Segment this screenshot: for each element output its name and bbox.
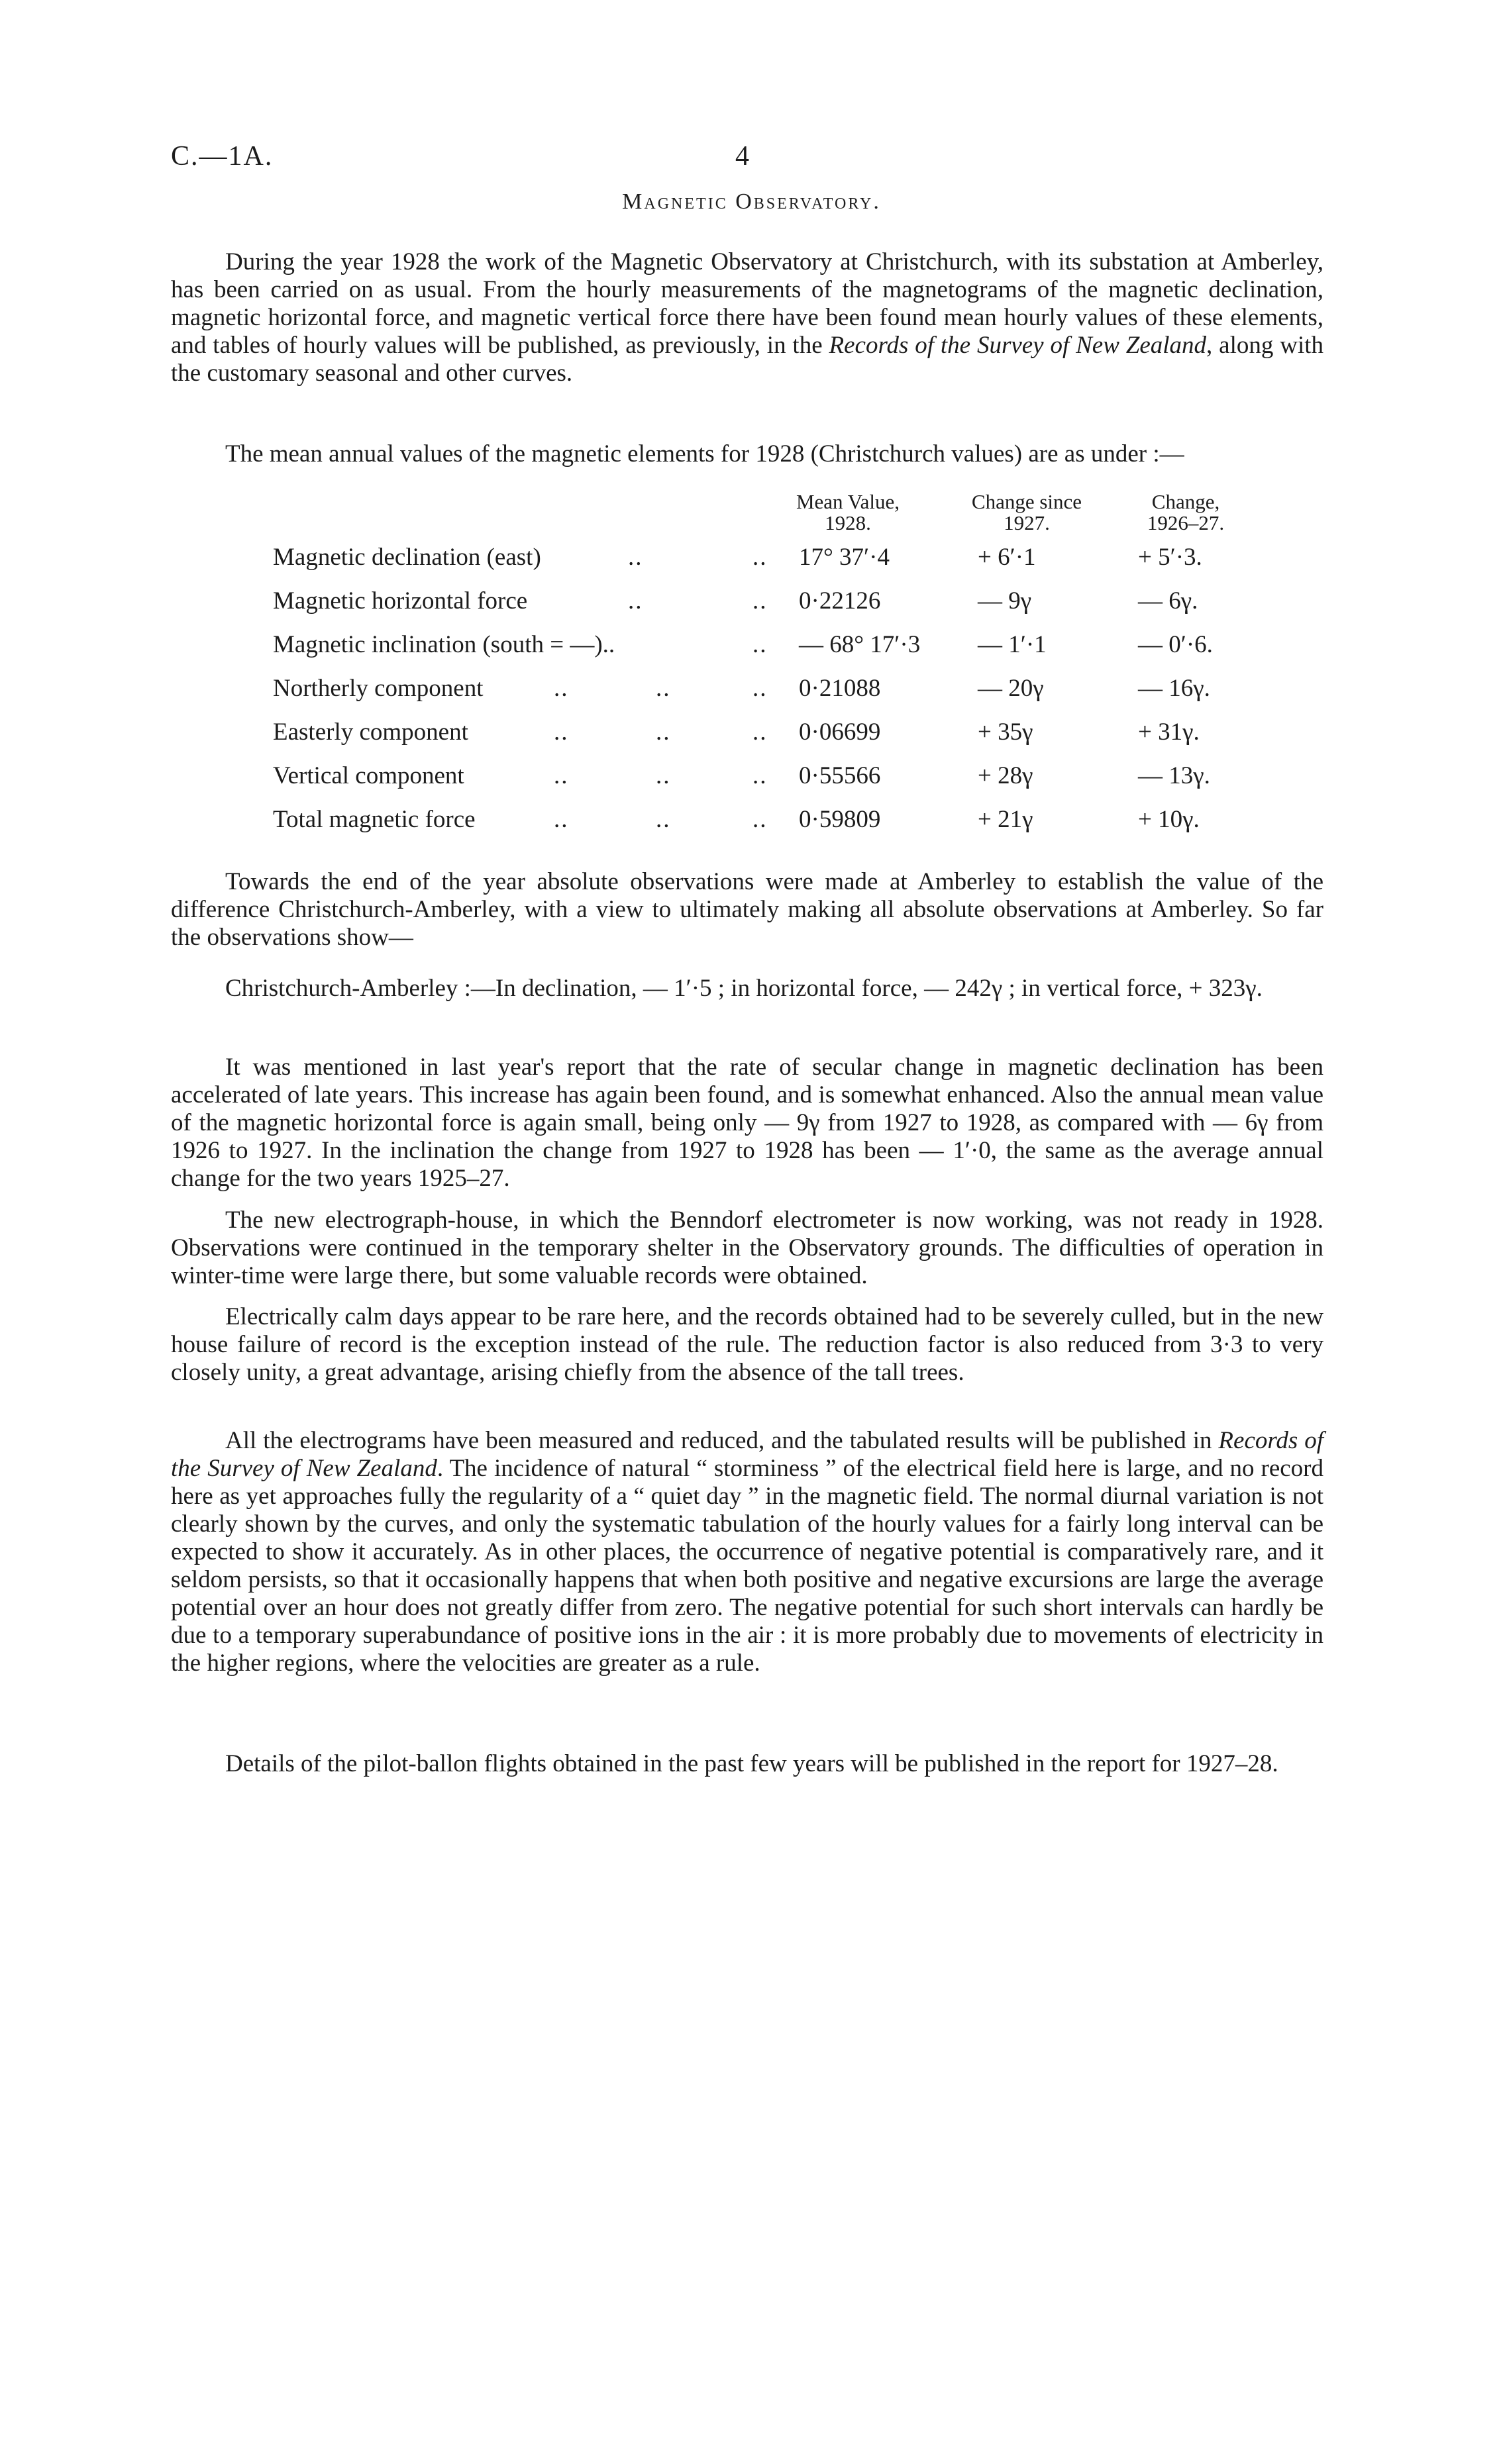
change-prior-value: — 13γ. (1138, 762, 1210, 789)
leader-dots: .. (752, 631, 768, 658)
table-row (0, 543, 1503, 576)
paragraph-text-start: All the electrograms have been measured and reduced, and the tabulated results will be published in (225, 1427, 1219, 1454)
leader-dots: .. (752, 806, 768, 833)
column-header-change-since: Change since 1927. (971, 490, 1082, 534)
page-number: 4 (735, 141, 749, 172)
change-since-value: + 6′·1 (978, 544, 1036, 571)
table-row (0, 718, 1503, 751)
element-label: Easterly component (273, 718, 468, 746)
publication-title: Records of the Survey of New Zealand (171, 1427, 1323, 1482)
leader-dots: .. (656, 675, 671, 702)
leader-dots: .. (656, 762, 671, 789)
leader-dots: .. (628, 544, 643, 571)
change-since-value: + 28γ (978, 762, 1033, 789)
document-reference: C.—1A. (171, 141, 274, 172)
mean-value: 0·55566 (799, 762, 881, 789)
leader-dots: .. (554, 806, 569, 833)
element-label: Magnetic horizontal force (273, 587, 528, 615)
table-intro-paragraph: The mean annual values of the magnetic elements for 1928 (Christchurch values) are as under :— (225, 440, 1184, 468)
table-row (0, 762, 1503, 795)
leader-dots: .. (656, 718, 671, 746)
mean-value: — 68° 17′·3 (799, 631, 921, 658)
mean-value: 17° 37′·4 (799, 544, 890, 571)
table-row (0, 587, 1503, 620)
change-prior-value: — 16γ. (1138, 675, 1210, 702)
mean-value: 0·22126 (799, 587, 881, 615)
intro-text-start: During the year 1928 the work of the Magnetic Observatory at Christchurch, with its substation at Amberley, has been carried on as usual. From the hourly measurements of the magnetograms of the magnetic declination, magnetic horizontal force, and magnetic vertical force there have been found mean hourly values of these elements, and tables of hourly values will be published, as previously, in the (171, 248, 1323, 359)
leader-dots: .. (628, 587, 643, 615)
leader-dots: .. (554, 762, 569, 789)
change-prior-value: + 5′·3. (1138, 544, 1202, 571)
change-since-value: + 35γ (978, 718, 1033, 746)
element-label: Magnetic inclination (south = —).. (273, 631, 615, 658)
leader-dots: .. (752, 544, 768, 571)
leader-dots: .. (656, 806, 671, 833)
change-since-value: — 9γ (978, 587, 1032, 615)
mean-value: 0·59809 (799, 806, 881, 833)
column-header-change-1926-27: Change, 1926–27. (1147, 490, 1225, 534)
magnetic-elements-table (0, 0, 1503, 861)
element-label: Total magnetic force (273, 806, 476, 833)
element-label: Magnetic declination (east) (273, 544, 541, 571)
element-label: Vertical component (273, 762, 464, 789)
leader-dots: .. (752, 587, 768, 615)
leader-dots: .. (554, 718, 569, 746)
table-row (0, 674, 1503, 707)
change-since-value: — 1′·1 (978, 631, 1047, 658)
observation-result: Christchurch-Amberley :—In declination, — 1′·5 ; in horizontal force, — 242γ ; in vertical force, + 323γ. (225, 975, 1263, 1002)
change-prior-value: — 0′·6. (1138, 631, 1213, 658)
change-prior-value: — 6γ. (1138, 587, 1198, 615)
section-title: Magnetic Observatory. (622, 189, 881, 214)
paragraph-text-end: . The incidence of natural “ storminess ” of the electrical field here is large, and no record here as yet approaches fully the regularity of a “ quiet day ” in the magnetic field. The normal diurnal variation is not clearly shown by the curves, and only the systematic tabulation of the hourly values for a fairly long interval can be expected to show it accurately. As in other places, the occurrence of negative potential is comparatively rare, and it seldom persists, so that it occasionally happens that when both positive and negative excursions are large the average potential over an hour does not greatly differ from zero. The negative potential for such short intervals can hardly be due to a temporary superabundance of positive ions in the air : it is more probably due to movements of electricity in the higher regions, where the velocities are greater as a rule. (171, 1455, 1323, 1677)
body-paragraph: Electrically calm days appear to be rare here, and the records obtained had to be severely culled, but in the new house failure of record is the exception instead of the rule. The reduction factor is also reduced from 3·3 to very closely unity, a great advantage, arising chiefly from the absence of the tall trees. (171, 1303, 1323, 1386)
body-paragraph: It was mentioned in last year's report that the rate of secular change in magnetic declination has been accelerated of late years. This increase has again been found, and is somewhat enhanced. Also the annual mean value of the magnetic horizontal force is again small, being only — 9γ from 1927 to 1928, as compared with — 6γ from 1926 to 1927. In the inclination the change from 1927 to 1928 has been — 1′·0, the same as the average annual change for the two years 1925–27. (171, 1054, 1323, 1192)
intro-text-end: , along with the customary seasonal and other curves. (171, 332, 1324, 387)
leader-dots: .. (554, 675, 569, 702)
column-header-mean-value: Mean Value, 1928. (796, 490, 900, 534)
leader-dots: .. (752, 718, 768, 746)
table-row (0, 630, 1503, 664)
body-paragraph (171, 1427, 1323, 1677)
change-prior-value: + 31γ. (1138, 718, 1200, 746)
mean-value: 0·06699 (799, 718, 881, 746)
body-paragraph: The new electrograph-house, in which the Benndorf electrometer is now working, was not ready in 1928. Observations were continued in the temporary shelter in the Observatory grounds. The difficulties of operation in winter-time were large there, but some valuable records were obtained. (171, 1207, 1323, 1289)
body-paragraph: Details of the pilot-ballon flights obtained in the past few years will be published in the report for 1927–28. (225, 1750, 1278, 1777)
table-row (0, 805, 1503, 838)
leader-dots: .. (752, 762, 768, 789)
body-paragraph: Towards the end of the year absolute observations were made at Amberley to establish the value of the difference Christchurch-Amberley, with a view to ultimately making all absolute observations at Amberley. So far the observations show— (171, 868, 1323, 951)
element-label: Northerly component (273, 675, 484, 702)
leader-dots: .. (752, 675, 768, 702)
change-prior-value: + 10γ. (1138, 806, 1200, 833)
mean-value: 0·21088 (799, 675, 881, 702)
intro-publication-title: Records of the Survey of New Zealand (829, 332, 1207, 359)
change-since-value: — 20γ (978, 675, 1044, 702)
change-since-value: + 21γ (978, 806, 1033, 833)
